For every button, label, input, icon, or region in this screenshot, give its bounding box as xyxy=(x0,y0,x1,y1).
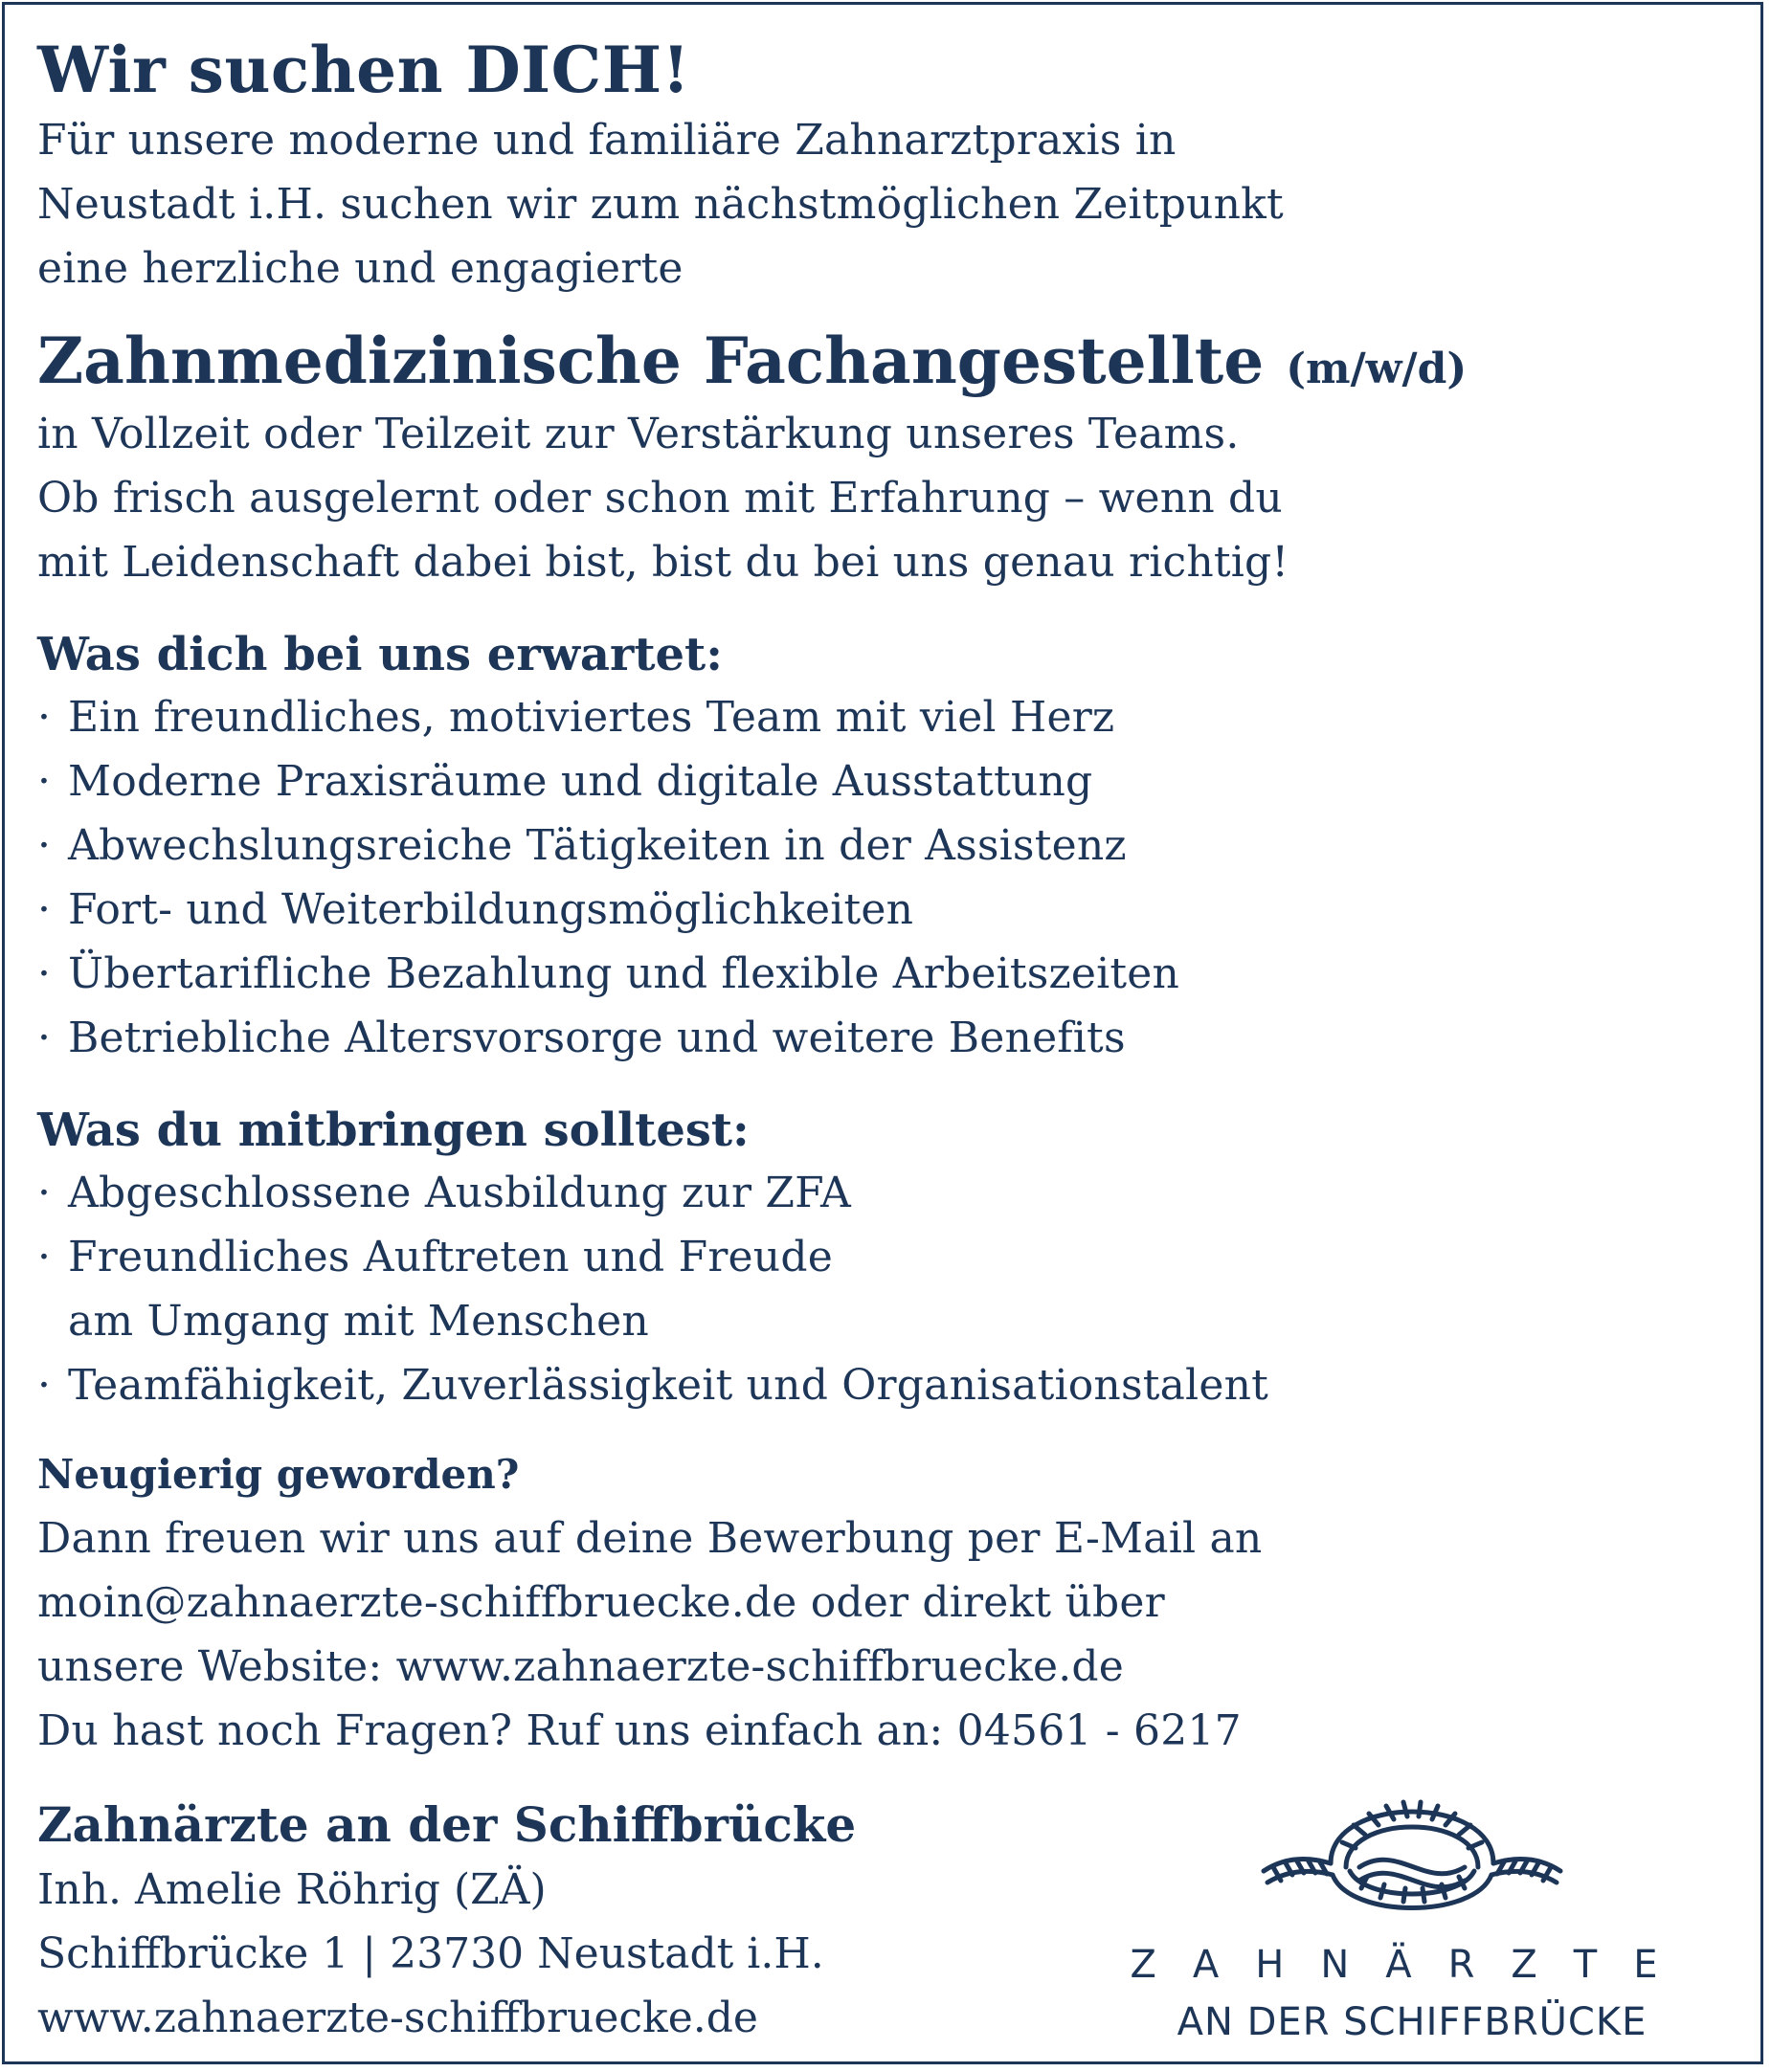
logo-line-1: ZAHNÄRZTE xyxy=(1130,1943,1694,1987)
offer-item: · Fort- und Weiterbildungsmöglichkeiten xyxy=(37,885,914,934)
offer-item: · Ein freundliches, motiviertes Team mit viel Herz xyxy=(37,693,1115,742)
description-line: in Vollzeit oder Teilzeit zur Verstärkung unseres Teams. xyxy=(37,410,1240,458)
bullet: · xyxy=(37,693,52,742)
contact-heading: Neugierig geworden? xyxy=(37,1451,520,1498)
bullet: · xyxy=(37,1169,52,1217)
bullet: · xyxy=(37,1233,52,1281)
offer-item: · Übertarifliche Bezahlung und flexible Arbeitszeiten xyxy=(37,949,1180,998)
contact-website-line: unsere Website: www.zahnaerzte-schiffbruecke.de xyxy=(37,1642,1125,1691)
contact-phone-line: Du hast noch Fragen? Ruf uns einfach an: 04561 - 6217 xyxy=(37,1706,1242,1755)
requirement-item: · Abgeschlossene Ausbildung zur ZFA xyxy=(37,1169,852,1217)
intro-line: Für unsere moderne und familiäre Zahnarztpraxis in xyxy=(37,116,1177,165)
practice-website: www.zahnaerzte-schiffbruecke.de xyxy=(37,1994,758,2042)
requirement-item-continued: am Umgang mit Menschen xyxy=(68,1297,649,1346)
offer-item: · Abwechslungsreiche Tätigkeiten in der Assistenz xyxy=(37,821,1127,870)
headline: Wir suchen DICH! xyxy=(37,33,691,107)
intro-line: Neustadt i.H. suchen wir zum nächstmöglichen Zeitpunkt xyxy=(37,180,1284,229)
practice-logo xyxy=(1082,1775,1742,2043)
job-title-suffix: (m/w/d) xyxy=(1286,345,1468,393)
contact-line: Dann freuen wir uns auf deine Bewerbung per E-Mail an xyxy=(37,1514,1263,1563)
offers-heading: Was dich bei uns erwartet: xyxy=(37,628,723,681)
practice-name: Zahnärzte an der Schiffbrücke xyxy=(37,1796,857,1853)
requirement-item: · Teamfähigkeit, Zuverlässigkeit und Organisationstalent xyxy=(37,1361,1268,1410)
contact-email-line: moin@zahnaerzte-schiffbruecke.de oder direkt über xyxy=(37,1578,1165,1627)
bullet: · xyxy=(37,757,52,806)
requirement-item: · Freundliches Auftreten und Freude xyxy=(37,1233,833,1281)
bullet: · xyxy=(37,885,52,934)
practice-address: Schiffbrücke 1 | 23730 Neustadt i.H. xyxy=(37,1929,824,1978)
bullet: · xyxy=(37,949,52,998)
job-title-text: Zahnmedizinische Fachangestellte xyxy=(37,323,1265,398)
offer-item: · Moderne Praxisräume und digitale Ausstattung xyxy=(37,757,1093,806)
practice-owner: Inh. Amelie Röhrig (ZÄ) xyxy=(37,1865,547,1914)
rope-knot-icon xyxy=(1254,1775,1570,1914)
bullet: · xyxy=(37,1014,52,1062)
logo-line-2: AN DER SCHIFFBRÜCKE xyxy=(1177,2000,1648,2044)
offer-item: · Betriebliche Altersvorsorge und weitere Benefits xyxy=(37,1014,1126,1062)
description-line: Ob frisch ausgelernt oder schon mit Erfahrung – wenn du xyxy=(37,474,1283,523)
bullet: · xyxy=(37,1361,52,1410)
description-line: mit Leidenschaft dabei bist, bist du bei uns genau richtig! xyxy=(37,538,1289,587)
intro-line: eine herzliche und engagierte xyxy=(37,244,684,293)
requirements-heading: Was du mitbringen solltest: xyxy=(37,1103,750,1157)
bullet: · xyxy=(37,821,52,870)
job-title xyxy=(37,323,1468,398)
